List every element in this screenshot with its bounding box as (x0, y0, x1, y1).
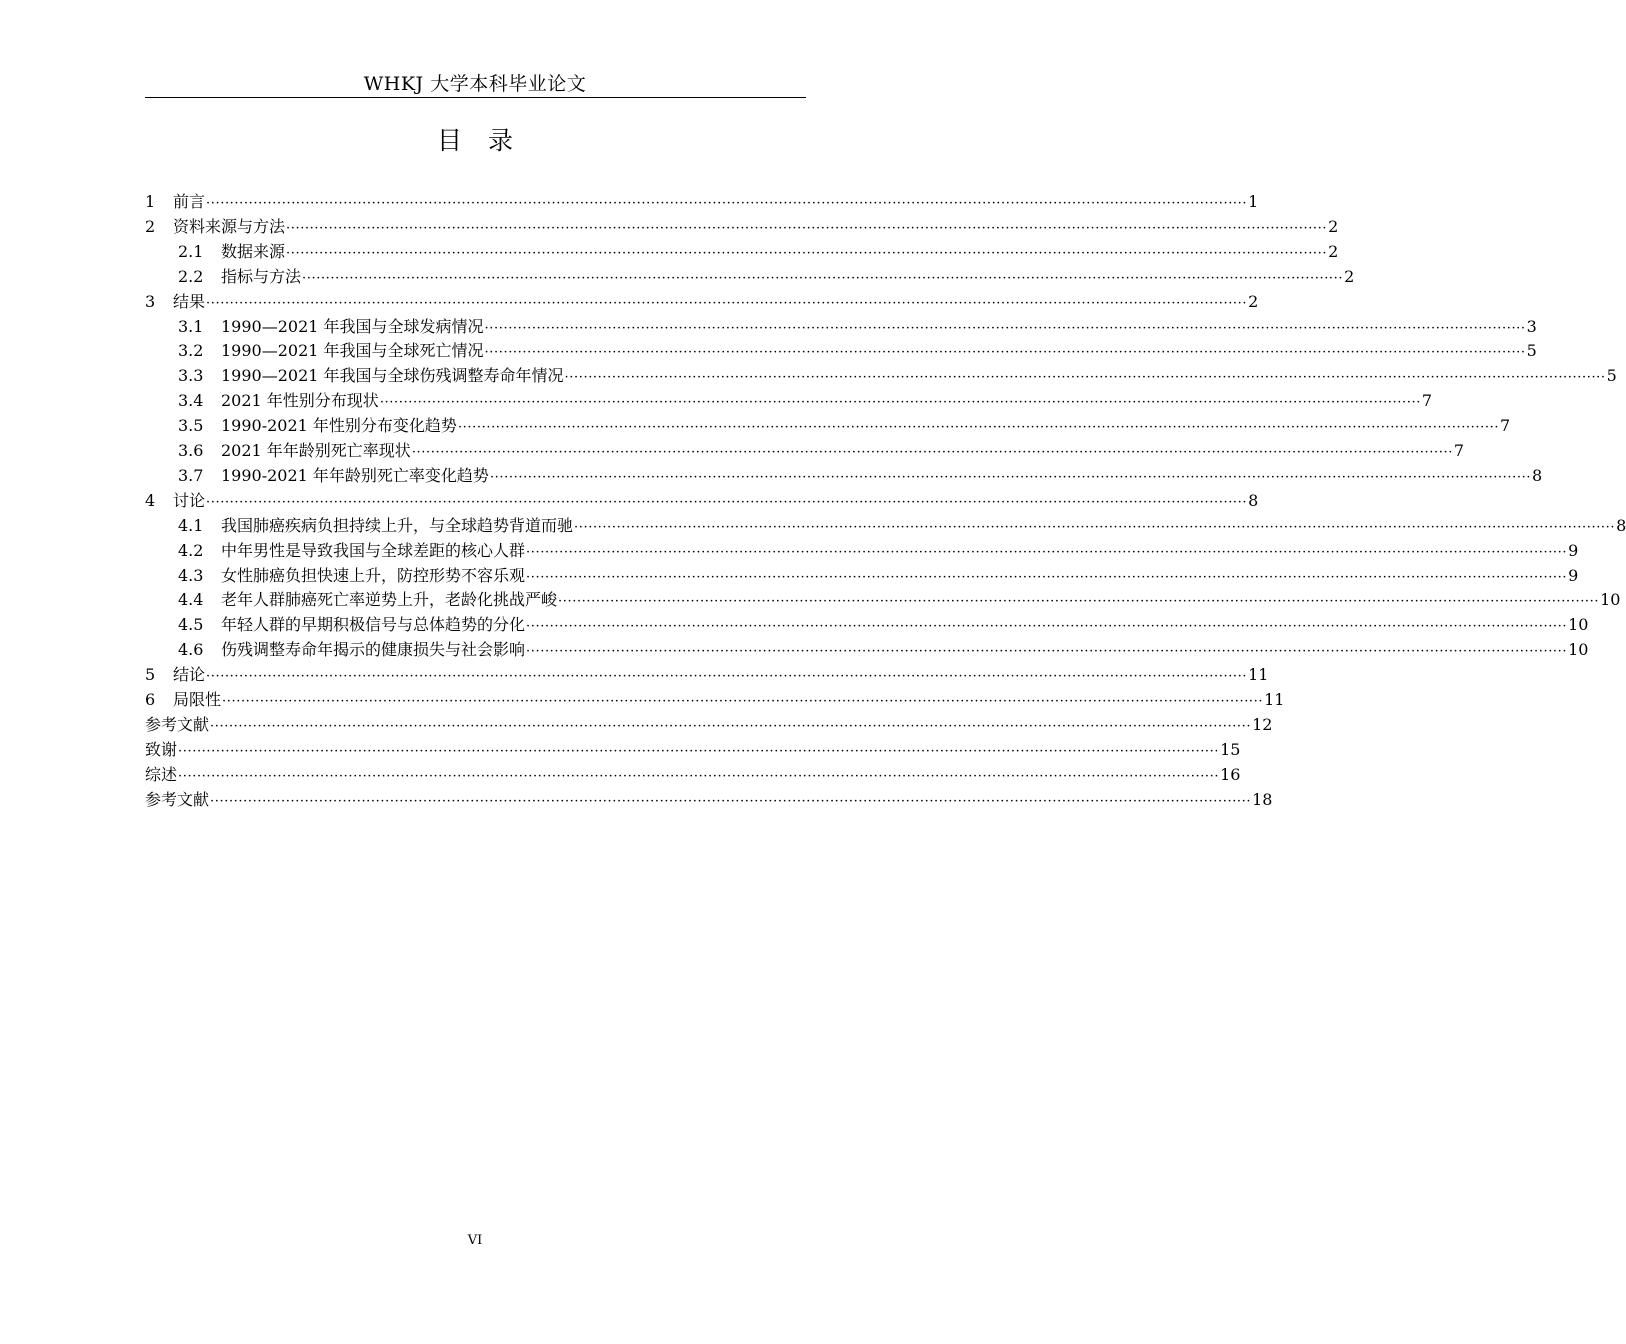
toc-entry-number: 3.7 (178, 465, 204, 485)
toc-leader-dots: ···························································································································································································································· (178, 768, 1220, 784)
toc-entry-page: 2 (1328, 241, 1339, 261)
toc-entry-title: 1990-2021 年年龄别死亡率变化趋势 (221, 465, 489, 485)
toc-leader-dots: ···························································································································································································································· (206, 196, 1248, 211)
toc-entry[interactable] (178, 340, 1537, 362)
toc-entry-title: 致谢 (145, 739, 178, 759)
toc-entry-page: 1 (1248, 192, 1259, 211)
toc-leader-dots: ···························································································································································································································· (302, 270, 1344, 286)
toc-entry[interactable] (178, 316, 1537, 338)
toc-leader-dots: ···························································································································································································································· (526, 544, 1568, 560)
toc-entry-title: 结果 (173, 291, 206, 311)
toc-entry-number: 4.6 (178, 640, 204, 660)
toc-entry-page: 10 (1568, 615, 1589, 635)
toc-leader-dots: ···························································································································································································································· (484, 345, 1526, 361)
toc-entry-title: 1990—2021 年我国与全球死亡情况 (221, 341, 484, 361)
toc-entry-title: 数据来源 (221, 241, 286, 261)
toc-entry-number: 6 (145, 690, 156, 709)
toc-entry-page: 18 (1252, 789, 1273, 809)
toc-entry-page: 2 (1328, 216, 1339, 236)
toc-entry-page: 5 (1606, 366, 1617, 386)
toc-entry-page: 2 (1344, 266, 1355, 286)
toc-entry[interactable] (145, 789, 1273, 811)
toc-entry-number: 5 (145, 665, 156, 685)
toc-entry[interactable] (145, 714, 1273, 736)
toc-entry-title: 1990—2021 年我国与全球发病情况 (221, 316, 484, 336)
page-number: VI (467, 1233, 483, 1248)
toc-entry[interactable] (178, 639, 1589, 661)
toc-entry-title: 女性肺癌负担快速上升，防控形势不容乐观 (221, 565, 526, 585)
toc-leader-dots: ···························································································································································································································· (286, 220, 1328, 236)
toc-leader-dots: ···························································································································································································································· (206, 295, 1248, 311)
running-header: WHKJ 大学本科毕业论文 (363, 73, 587, 95)
toc-entry-title: 参考文献 (145, 714, 210, 734)
toc-entry[interactable] (178, 515, 1626, 537)
toc-entry-page: 8 (1248, 490, 1259, 510)
toc-entry-number: 3.6 (178, 441, 204, 460)
toc-entry-page: 11 (1264, 690, 1285, 709)
toc-leader-dots: ···························································································································································································································· (210, 793, 1252, 809)
toc-entry[interactable] (178, 390, 1433, 412)
toc-leader-dots: ···························································································································································································································· (564, 370, 1606, 386)
toc-entry[interactable] (145, 191, 1259, 213)
toc-leader-dots: ···························································································································································································································· (411, 445, 1453, 460)
toc-entry-number: 4.1 (178, 515, 204, 535)
toc-entry-page: 7 (1421, 391, 1433, 411)
toc-leader-dots: ···························································································································································································································· (526, 619, 1568, 635)
toc-entry-number: 4 (145, 490, 156, 510)
toc-leader-dots: ···························································································································································································································· (222, 694, 1264, 709)
toc-entry-number: 4.3 (178, 565, 204, 585)
toc-entry-number: 3.1 (178, 316, 204, 336)
page-title: 目录 (436, 126, 539, 155)
toc-entry[interactable] (145, 689, 1285, 711)
toc-entry-number: 3.2 (178, 341, 204, 361)
toc-entry-page: 11 (1248, 665, 1269, 685)
toc-leader-dots: ···························································································································································································································· (457, 420, 1500, 436)
toc-entry-page: 8 (1616, 515, 1626, 535)
toc-leader-dots: ···························································································································································································································· (379, 395, 1421, 411)
toc-entry[interactable] (178, 266, 1355, 288)
header-rule (145, 97, 806, 98)
toc-entry-title: 参考文献 (145, 789, 210, 809)
toc-entry-number: 2 (145, 216, 156, 236)
toc-entry-title: 前言 (173, 192, 206, 211)
toc-entry[interactable] (145, 739, 1241, 761)
toc-leader-dots: ···························································································································································································································· (286, 245, 1328, 261)
toc-entry-title: 2021 年年龄别死亡率现状 (221, 441, 411, 460)
toc-leader-dots: ···························································································································································································································· (206, 494, 1248, 510)
toc-entry[interactable] (178, 465, 1543, 487)
toc-entry[interactable] (145, 490, 1259, 512)
toc-entry-number: 4.4 (178, 590, 204, 610)
toc-leader-dots: ···························································································································································································································· (489, 469, 1532, 485)
toc-entry-page: 3 (1526, 316, 1537, 336)
toc-entry-title: 伤残调整寿命年揭示的健康损失与社会影响 (221, 640, 526, 660)
toc-entry-number: 3.5 (178, 416, 204, 436)
toc-entry-number: 3.3 (178, 366, 204, 386)
toc-entry-title: 老年人群肺癌死亡率逆势上升，老龄化挑战严峻 (221, 590, 558, 610)
toc-leader-dots: ···························································································································································································································· (178, 743, 1220, 759)
toc-entry-title: 资料来源与方法 (173, 216, 286, 236)
toc-leader-dots: ···························································································································································································································· (210, 718, 1252, 734)
toc-entry-title: 1990—2021 年我国与全球伤残调整寿命年情况 (221, 366, 564, 386)
toc-entry[interactable] (178, 589, 1621, 611)
toc-entry-title: 中年男性是导致我国与全球差距的核心人群 (221, 540, 526, 560)
toc-entry-title: 讨论 (173, 490, 206, 510)
toc-entry-page: 7 (1500, 416, 1511, 436)
toc-entry-title: 2021 年性别分布现状 (221, 391, 379, 411)
toc-entry-title: 1990-2021 年性别分布变化趋势 (221, 416, 457, 436)
toc-entry[interactable] (178, 540, 1579, 562)
toc-entry-page: 9 (1568, 540, 1579, 560)
toc-entry-title: 结论 (173, 665, 206, 685)
toc-entry-page: 7 (1453, 441, 1465, 460)
toc-entry[interactable] (178, 614, 1589, 636)
toc-entry-page: 8 (1532, 465, 1543, 485)
toc-entry-page: 15 (1220, 739, 1241, 759)
toc-entry[interactable] (145, 216, 1339, 238)
toc-entry[interactable] (178, 415, 1511, 437)
toc-entry-number: 2.2 (178, 266, 204, 286)
toc-entry-title: 我国肺癌疾病负担持续上升，与全球趋势背道而驰 (221, 515, 574, 535)
toc-leader-dots: ···························································································································································································································· (526, 644, 1568, 660)
toc-entry-title: 综述 (145, 764, 178, 784)
toc-entry-number: 4.2 (178, 540, 204, 560)
toc-entry-page: 12 (1252, 714, 1273, 734)
toc-entry[interactable] (178, 241, 1339, 263)
toc-entry-page: 10 (1568, 640, 1589, 660)
toc-entry[interactable] (178, 365, 1617, 387)
toc-entry-number: 1 (145, 192, 156, 211)
toc-entry-page: 16 (1220, 764, 1241, 784)
toc-entry[interactable] (145, 764, 1241, 786)
toc-entry-title: 指标与方法 (221, 266, 302, 286)
toc-leader-dots: ···························································································································································································································· (558, 594, 1600, 610)
toc-leader-dots: ···························································································································································································································· (484, 320, 1526, 336)
toc-leader-dots: ···························································································································································································································· (526, 569, 1568, 585)
toc-entry-page: 2 (1248, 291, 1259, 311)
toc-entry-number: 4.5 (178, 615, 204, 635)
toc-entry-number: 3 (145, 291, 156, 311)
toc-entry[interactable] (145, 291, 1259, 313)
toc-entry-page: 10 (1600, 590, 1621, 610)
toc-leader-dots: ···························································································································································································································· (574, 519, 1616, 535)
toc-entry[interactable] (145, 664, 1269, 686)
toc-leader-dots: ···························································································································································································································· (206, 669, 1248, 685)
toc-entry-page: 5 (1526, 341, 1537, 361)
toc-entry-number: 3.4 (178, 391, 204, 411)
toc-entry-title: 年轻人群的早期积极信号与总体趋势的分化 (221, 615, 526, 635)
toc-entry[interactable] (178, 440, 1465, 462)
toc-entry-page: 9 (1568, 565, 1579, 585)
toc-entry-number: 2.1 (178, 241, 204, 261)
toc-entry[interactable] (178, 565, 1579, 587)
toc-entry-title: 局限性 (173, 690, 222, 709)
